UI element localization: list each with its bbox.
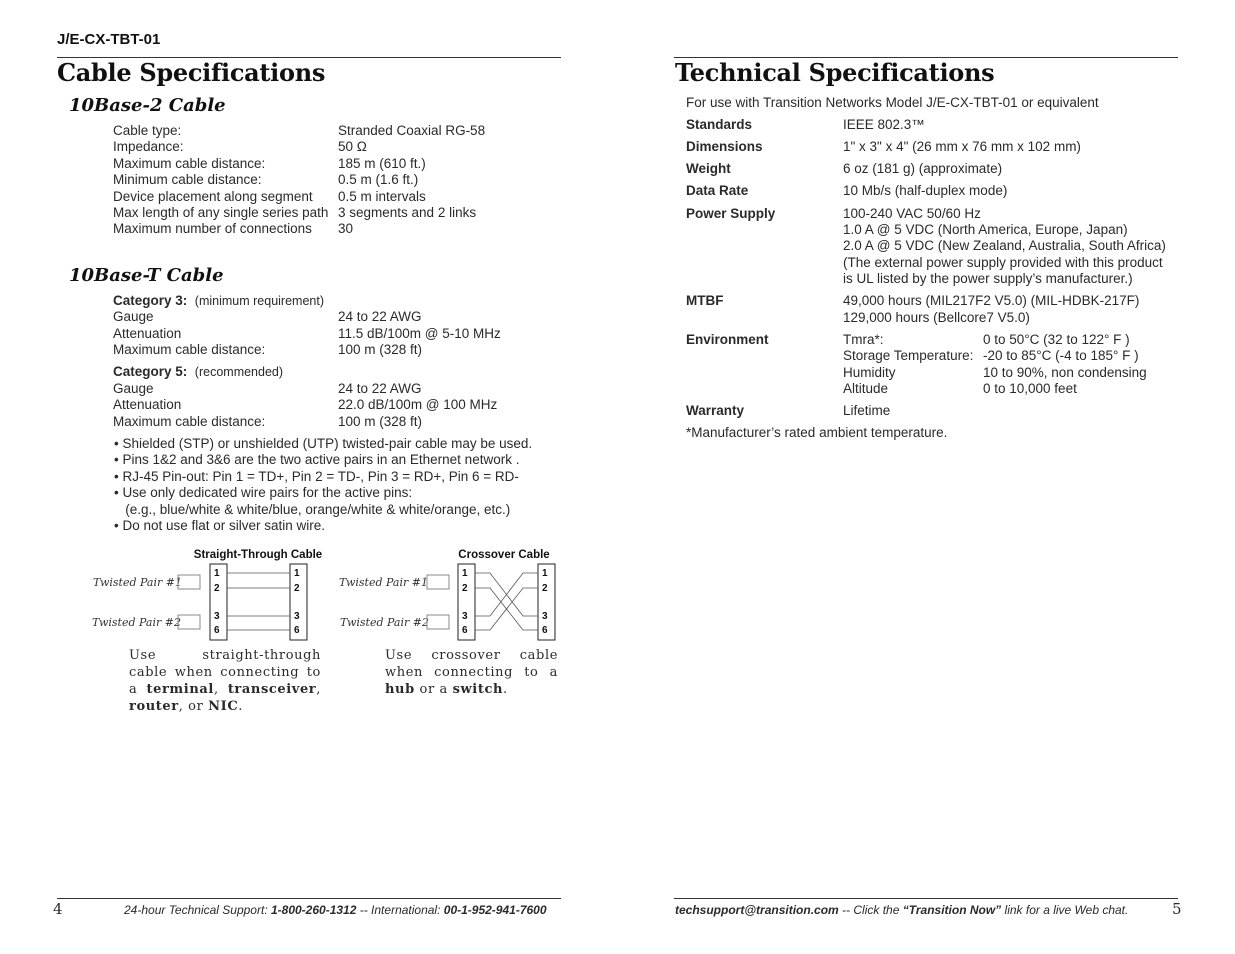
pair-label: Twisted Pair #2 (340, 616, 429, 629)
cat3-label: Attenuation (113, 326, 182, 341)
spec-label: MTBF (686, 293, 724, 308)
cat3-value: 11.5 dB/100m @ 5-10 MHz (338, 326, 501, 341)
pin-number: 1 (542, 568, 548, 579)
spec-label: Weight (686, 161, 731, 176)
pin-number: 2 (214, 583, 220, 594)
spec-value: 10 Mb/s (half-duplex mode) (843, 183, 1008, 198)
bullet-item: • RJ-45 Pin-out: Pin 1 = TD+, Pin 2 = TD-, Pin 3 = RD+, Pin 6 = RD- (114, 469, 519, 484)
coax-label: Minimum cable distance: (113, 172, 262, 187)
spec-label: Power Supply (686, 206, 776, 221)
diagram-title: Crossover Cable (458, 549, 550, 561)
pin-number: 3 (294, 611, 300, 622)
pin-number: 1 (294, 568, 300, 579)
coax-value: Stranded Coaxial RG-58 (338, 123, 486, 138)
coax-value: 0.5 m (1.6 ft.) (338, 172, 419, 187)
pin-number: 6 (462, 625, 468, 636)
cat5-label: Category 5: (113, 364, 188, 379)
crossover-caption: Use crossover cable when connecting to a hub or a switch. (385, 648, 558, 697)
cat3-value: 24 to 22 AWG (338, 309, 422, 324)
page-title: Technical Specifications (675, 58, 995, 87)
pin-number: 6 (542, 625, 548, 636)
intro-text: For use with Transition Networks Model J/E-CX-TBT-01 or equivalent (686, 95, 1099, 110)
spec-label: Warranty (686, 403, 745, 418)
cat5-heading (113, 364, 283, 380)
cat3-value: 100 m (328 ft) (338, 342, 423, 357)
pin-number: 3 (214, 611, 220, 622)
pair-bracket (178, 615, 200, 629)
spec-label: Standards (686, 117, 753, 132)
cat5-label: Attenuation (113, 397, 182, 412)
env-key: Humidity (843, 365, 896, 380)
bullet-item: • Shielded (STP) or unshielded (UTP) twisted-pair cable may be used. (114, 436, 533, 451)
pin-number: 6 (214, 625, 220, 636)
model-number: J/E-CX-TBT-01 (57, 31, 161, 48)
coax-value: 3 segments and 2 links (338, 205, 477, 220)
straight-through-caption: Use straight-through cable when connecting to a terminal, transceiver, router, or NIC. (129, 648, 321, 714)
support-footer: 24-hour Technical Support: 1-800-260-1312 -- International: 00-1-952-941-7600 (124, 903, 547, 917)
env-value: 0 to 10,000 feet (983, 381, 1077, 396)
coax-label: Impedance: (113, 139, 184, 154)
coax-label: Cable type: (113, 123, 182, 138)
spec-label: Data Rate (686, 183, 749, 198)
coax-label: Maximum number of connections (113, 221, 312, 236)
footnote: *Manufacturer’s rated ambient temperature. (686, 425, 948, 440)
page-number: 5 (1172, 900, 1182, 918)
cat3-label: Category 3: (113, 293, 188, 308)
cat3-heading (113, 293, 324, 309)
spec-value: IEEE 802.3™ (843, 117, 925, 132)
spec-label: Environment (686, 332, 769, 347)
spec-value: 2.0 A @ 5 VDC (New Zealand, Australia, South Africa) (843, 238, 1166, 253)
pair-label: Twisted Pair #1 (93, 576, 182, 589)
coax-value: 30 (338, 221, 354, 236)
env-value: -20 to 85°C (-4 to 185° F ) (983, 348, 1139, 363)
coax-heading: 10Base-2 Cable (69, 95, 226, 116)
footer-rule (674, 898, 1178, 899)
pin-number: 2 (294, 583, 300, 594)
spec-value: (The external power supply provided with this product (843, 255, 1163, 270)
support-email-link[interactable]: techsupport@transition.com (675, 903, 839, 917)
env-key: Storage Temperature: (843, 348, 974, 363)
pair-label: Twisted Pair #1 (339, 576, 428, 589)
cat5-value: 24 to 22 AWG (338, 381, 422, 396)
cat5-label: Gauge (113, 381, 154, 396)
spec-value: 1.0 A @ 5 VDC (North America, Europe, Japan) (843, 222, 1128, 237)
transition-now-link[interactable]: “Transition Now” (902, 903, 1002, 917)
coax-label: Maximum cable distance: (113, 156, 266, 171)
coax-value: 0.5 m intervals (338, 189, 426, 204)
cat3-note: (minimum requirement) (194, 294, 324, 308)
page-number: 4 (53, 900, 63, 918)
cat5-label: Maximum cable distance: (113, 414, 266, 429)
pair-bracket (427, 615, 449, 629)
pin-number: 2 (462, 583, 468, 594)
spec-value: is UL listed by the power supply’s manufacturer.) (843, 271, 1133, 286)
coax-value: 50 Ω (338, 139, 367, 154)
support-footer: techsupport@transition.com -- Click the “Transition Now” link for a live Web chat. (675, 903, 1129, 917)
spec-value: 129,000 hours (Bellcore7 V5.0) (843, 310, 1030, 325)
env-key: Altitude (843, 381, 889, 396)
bullet-item: • Pins 1&2 and 3&6 are the two active pairs in an Ethernet network . (114, 452, 520, 467)
spec-value: Lifetime (843, 403, 891, 418)
spec-value: 1" x 3" x 4" (26 mm x 76 mm x 102 mm) (843, 139, 1081, 154)
pair-bracket (427, 575, 449, 589)
cat5-note: (recommended) (194, 365, 284, 379)
spec-value: 6 oz (181 g) (approximate) (843, 161, 1003, 176)
spec-value: 49,000 hours (MIL217F2 V5.0) (MIL-HDBK-217F) (843, 293, 1140, 308)
crossover-diagram (330, 540, 560, 650)
cat3-label: Maximum cable distance: (113, 342, 266, 357)
straight-through-diagram (80, 540, 340, 650)
pair-label: Twisted Pair #2 (92, 616, 181, 629)
page-title: Cable Specifications (57, 58, 326, 87)
pin-number: 3 (542, 611, 548, 622)
cat5-value: 100 m (328 ft) (338, 414, 423, 429)
cat3-label: Gauge (113, 309, 154, 324)
tp-heading: 10Base-T Cable (69, 265, 224, 286)
pin-number: 1 (462, 568, 468, 579)
pin-number: 6 (294, 625, 300, 636)
pin-number: 2 (542, 583, 548, 594)
coax-label: Device placement along segment (113, 189, 313, 204)
env-value: 10 to 90%, non condensing (983, 365, 1147, 380)
pin-number: 3 (462, 611, 468, 622)
bullet-item: • Do not use flat or silver satin wire. (114, 518, 326, 533)
bullet-item: (e.g., blue/white & white/blue, orange/white & white/orange, etc.) (114, 502, 511, 517)
env-value: 0 to 50°C (32 to 122° F ) (983, 332, 1130, 347)
env-key: Tmra*: (843, 332, 884, 347)
footer-rule (57, 898, 561, 899)
coax-label: Max length of any single series path (113, 205, 329, 220)
cat5-value: 22.0 dB/100m @ 100 MHz (338, 397, 498, 412)
diagram-title: Straight-Through Cable (193, 549, 323, 561)
bullet-item: • Use only dedicated wire pairs for the active pins: (114, 485, 413, 500)
spec-value: 100-240 VAC 50/60 Hz (843, 206, 981, 221)
coax-value: 185 m (610 ft.) (338, 156, 426, 171)
spec-label: Dimensions (686, 139, 763, 154)
pin-number: 1 (214, 568, 220, 579)
